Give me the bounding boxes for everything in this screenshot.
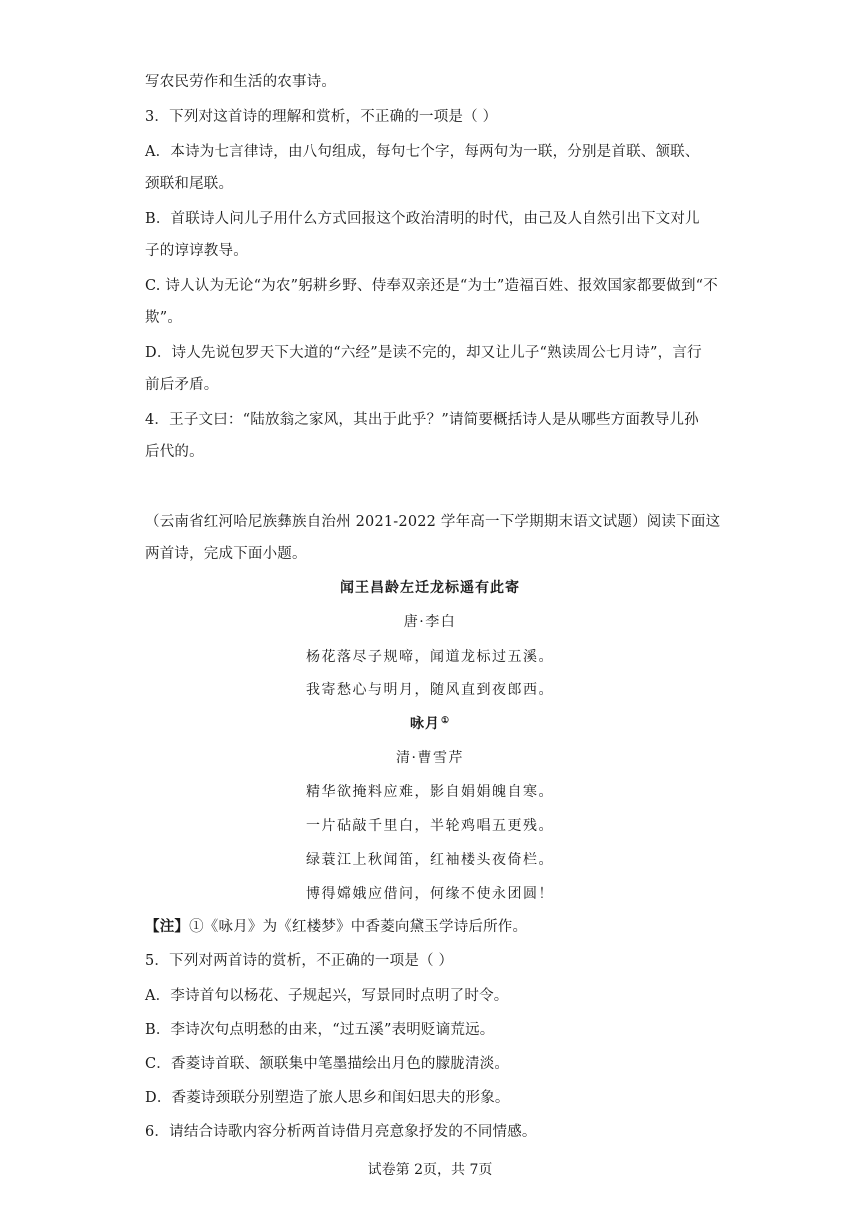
poem-1-line-1: 杨花落尽子规啼，闻道龙标过五溪。 xyxy=(306,649,554,665)
poem-2-author: 清·曹雪芹 xyxy=(396,750,464,766)
question-5-stem: 5．下列对两首诗的赏析，不正确的一项是（ ） xyxy=(145,953,454,969)
question-3-option-a-cont: 颈联和尾联。 xyxy=(145,176,234,192)
question-6-stem: 6．请结合诗歌内容分析两首诗借月亮意象抒发的不同情感。 xyxy=(145,1124,537,1140)
question-3-option-c: C. 诗人认为无论“为农”躬耕乡野、侍奉双亲还是“为士”造福百姓、报效国家都要做到“不 xyxy=(145,278,718,294)
question-3-option-d-cont: 前后矛盾。 xyxy=(145,377,219,393)
poem-2-title-text: 咏月 xyxy=(409,716,440,732)
question-3-option-a: A．本诗为七言律诗，由八句组成，每句七个字，每两句为一联，分别是首联、颔联、 xyxy=(145,144,700,160)
footnote-marker: ① xyxy=(440,716,451,726)
question-4-stem-cont: 后代的。 xyxy=(145,444,204,460)
question-3-option-b-cont: 子的谆谆教导。 xyxy=(145,243,248,259)
poem-note xyxy=(145,917,717,937)
note-label: 【注】 xyxy=(145,918,190,935)
passage-intro: （云南省红河哈尼族彝族自治州 2021-2022 学年高一下学期期末语文试题）阅读下面这 xyxy=(145,514,721,530)
question-3-option-b: B．首联诗人问儿子用什么方式回报这个政治清明的时代，由己及人自然引出下文对儿 xyxy=(145,211,700,227)
question-3-stem: 3．下列对这首诗的理解和赏析，不正确的一项是（ ） xyxy=(145,109,498,125)
poem-2-line-3: 绿蓑江上秋闻笛，红袖楼头夜倚栏。 xyxy=(306,852,554,868)
note-text: ①《咏月》为《红楼梦》中香菱向黛玉学诗后所作。 xyxy=(189,919,528,935)
question-3-option-c-cont: 欺”。 xyxy=(145,310,183,326)
poem-2-title xyxy=(0,714,860,734)
poem-2-line-2: 一片砧敲千里白，半轮鸡唱五更残。 xyxy=(306,818,554,834)
question-5-option-c: C．香菱诗首联、颔联集中笔墨描绘出月色的朦胧清淡。 xyxy=(145,1056,510,1072)
poem-1-title: 闻王昌龄左迁龙标遥有此寄 xyxy=(340,580,520,596)
passage-intro-cont: 两首诗，完成下面小题。 xyxy=(145,546,307,562)
poem-2-line-4: 博得嫦娥应借问，何缘不使永团圆！ xyxy=(306,886,554,902)
poem-2-line-1: 精华欲掩料应难，影自娟娟魄自寒。 xyxy=(306,784,554,800)
question-3-option-d: D．诗人先说包罗天下大道的“六经”是读不完的，却又让儿子“熟读周公七月诗”，言行 xyxy=(145,345,702,361)
question-5-option-b: B．李诗次句点明愁的由来，“过五溪”表明贬谪荒远。 xyxy=(145,1022,495,1038)
poem-1-line-2: 我寄愁心与明月，随风直到夜郎西。 xyxy=(306,682,554,698)
page-footer: 试卷第 2页，共 7页 xyxy=(367,1162,493,1178)
poem-1-author: 唐·李白 xyxy=(403,614,457,630)
question-5-option-a: A．李诗首句以杨花、子规起兴，写景同时点明了时令。 xyxy=(145,988,509,1004)
question-4-stem: 4．王子文曰：“陆放翁之家风，其出于此乎？”请简要概括诗人是从哪些方面教导儿孙 xyxy=(145,412,699,428)
question-5-option-d: D．香菱诗颈联分别塑造了旅人思乡和闺妇思夫的形象。 xyxy=(145,1090,510,1106)
question-2-tail: 写农民劳作和生活的农事诗。 xyxy=(145,74,337,90)
